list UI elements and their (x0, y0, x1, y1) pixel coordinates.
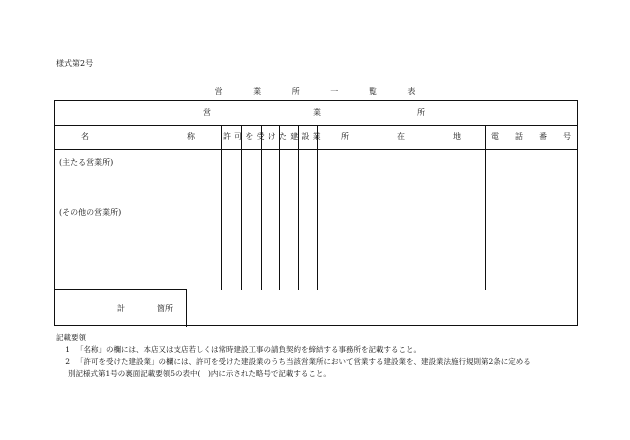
table-rule (55, 149, 577, 150)
title-char: 覧 (368, 87, 377, 96)
column-rule (317, 125, 318, 290)
column-header-phone-char: 号 (563, 132, 571, 141)
group-header-char: 営 (203, 108, 211, 117)
total-row-rule (186, 289, 187, 327)
table-rule (55, 125, 577, 126)
column-header-address-char: 在 (397, 132, 405, 141)
column-header-name-char: 称 (187, 132, 195, 141)
main-office-label: (主たる営業所) (59, 158, 114, 167)
column-rule (261, 125, 262, 290)
title-char: 業 (253, 87, 262, 96)
instruction-item (56, 344, 576, 356)
total-label-char: 箇所 (157, 304, 173, 313)
page-title (0, 86, 630, 97)
title-char: 一 (330, 87, 339, 96)
column-header-phone-char: 番 (539, 132, 547, 141)
total-label-char: 計 (117, 304, 125, 313)
title-char: 表 (407, 87, 416, 96)
column-header-name-char: 名 (81, 132, 89, 141)
instruction-text: 「名称」の欄には、本店又は支店若しくは常時建設工事の請負契約を締結する事務所を記載すること。 (76, 345, 421, 354)
instructions-heading: 記載要領 (56, 333, 86, 342)
column-header-address-char: 所 (341, 132, 349, 141)
title-char: 営 (214, 87, 223, 96)
title-char: 所 (291, 87, 300, 96)
instruction-number: 1 (65, 345, 70, 354)
instructions (56, 332, 576, 380)
instruction-continuation: 別記様式第1号の裏面記載要領5の表中( )内に示された略号で記載すること。 (68, 369, 331, 378)
office-list-table (54, 100, 578, 326)
column-rule (485, 125, 486, 290)
column-header-license: 許可を受けた建設業 (223, 132, 324, 141)
instruction-item (56, 356, 576, 368)
column-header-phone-char: 話 (515, 132, 523, 141)
column-header-address-char: 地 (453, 132, 461, 141)
group-header-char: 所 (417, 108, 425, 117)
column-rule (298, 125, 299, 290)
total-row-rule (55, 289, 186, 290)
instruction-text: 「許可を受けた建設業」の欄には、許可を受けた建設業のうち当該営業所において営業する建設業を、建設業法施行規則第2条に定める (76, 357, 531, 366)
column-header-phone-char: 電 (491, 132, 499, 141)
column-rule (279, 125, 280, 290)
form-number: 様式第2号 (56, 59, 94, 68)
other-offices-label: (その他の営業所) (59, 208, 122, 217)
group-header-char: 業 (313, 108, 321, 117)
instruction-number: 2 (65, 357, 70, 366)
column-rule (241, 125, 242, 290)
column-rule (221, 125, 222, 290)
